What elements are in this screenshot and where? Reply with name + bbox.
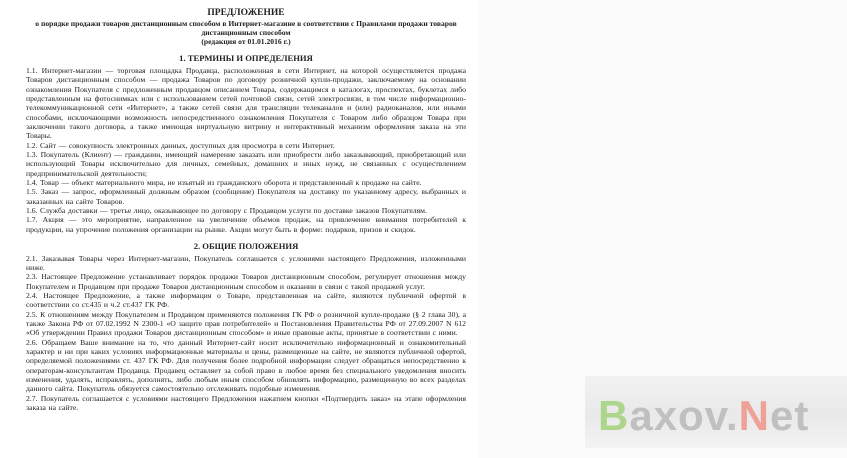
paragraph-2-7: 2.7. Покупатель соглашается с условиями настоящего Предложения нажатием кнопки «Подтвердить заказ» на этапе оформления заказа на сайте. [26, 393, 466, 413]
baxov-net-watermark [598, 392, 809, 440]
paragraph-1-3: 1.3. Покупатель (Клиент) — гражданин, имеющий намерение заказать или приобрести либо заказывающий, приобретающий или использующий Товары исключительно для личных, семейных, домашних и иных нужд, не связанных с осуществлением предпринимательской деятельности; [26, 149, 466, 178]
offer-document [26, 8, 466, 412]
paragraph-2-4: 2.4. Настоящее Предложение, а также информация о Товаре, представленная на сайте, являются публичной офертой в соответствии со ст.435 и ч.2 ст.437 ГК РФ. [26, 290, 466, 310]
section-heading-general: 2. ОБЩИЕ ПОЛОЖЕНИЯ [193, 241, 299, 252]
watermark-segment: axov. [629, 392, 739, 439]
paragraph-1-1: 1.1. Интернет-магазин — торговая площадка Продавца, расположенная в сети Интернет, на которой осуществляется продажа Товаров дистанционным способом — продажа Товаров по договору розничной купли-продажи, заключаемому на основании ознакомления Покупателя с предложенным продавцом описанием Товара, содержащимся в каталогах, проспектах, буклетах либо представленным на фотоснимках или с использованием сетей почтовой связи, сетей электросвязи, в том числе информационно-телекоммуникационной сети «Интернет», а также сетей связи для трансляции телеканалов и (или) радиоканалов, или иными способами, исключающими возможность непосредственного ознакомления Покупателя с Товаром либо образцом Товара при заключении такого договора, а также имеющая виртуальную витрину и интерактивный механизм оформления заказа на эти Товары. [26, 65, 466, 141]
paragraph-1-5: 1.5. Заказ — запрос, оформленный должным образом (сообщение) Покупателя на доставку по указанному адресу, выбранных и заказанных на сайте Товаров. [26, 187, 466, 206]
paragraph-1-2: 1.2. Сайт — совокупность электронных данных, доступных для просмотра в сети Интернет. [26, 140, 335, 150]
paragraph-2-5: 2.5. К отношениям между Покупателем и Продавцом применяются положения ГК РФ о розничной купле-продаже (§ 2 глава 30), а также Закона РФ от 07.02.1992 N 2300-1 «О защите прав потребителей» и Постановления Правительства РФ от 27.09.2007 N 612 «Об утверждении Правил продажи Товаров дистанционным способом» и иные правовые акты, принятые в соответствии с ними. [26, 309, 466, 338]
paragraph-1-6: 1.6. Служба доставки — третье лицо, оказывающее по договору с Продавцом услуги по доставке заказов Покупателям. [26, 206, 427, 216]
paragraph-1-4: 1.4. Товар — объект материального мира, не изъятый из гражданского оборота и представленный к продаже на сайте. [26, 178, 422, 188]
document-title: ПРЕДЛОЖЕНИЕ [207, 8, 285, 18]
watermark-segment: B [598, 392, 630, 439]
document-subtitle: о порядке продажи товаров дистанционным способом в Интернет-магазине в соответствии с Правилами продажи товаров дистанционным способом [35, 19, 457, 37]
paragraph-2-6: 2.6. Обращаем Ваше внимание на то, что данный Интернет-сайт носит исключительно информационный и ознакомительный характер и ни при каких условиях информационные материалы и цены, размещенные на сайте, не являются публичной офертой, определяемой положениями ст. 437 ГК РФ. Для получения более подробной информации следует обращаться непосредственно к операторам-консультантам Продавца. Продавец оставляет за собой право в любое время без специального уведомления вносить изменения, удалять, исправлять, дополнять, либо любым иным способом обновлять информацию, размещенную во всех разделах данного сайта. Покупатель обязуется самостоятельно отслеживать подобные изменения. [26, 337, 466, 394]
section-heading-terms: 1. ТЕРМИНЫ И ОПРЕДЕЛЕНИЯ [179, 53, 313, 64]
paragraph-2-3: 2.3. Настоящее Предложение устанавливает порядок продажи Товаров дистанционным способом, регулирует отношения между Покупателем и Продавцом при продаже Товаров дистанционным способом и оказании в связи с такой продажей услуг. [26, 272, 466, 291]
watermark-segment: et [769, 392, 810, 439]
paragraph-1-7: 1.7. Акция — это мероприятие, направленное на увеличение объемов продаж, на привлечение внимания потребителей к продукции, на упрочение положения организации на рынке. Акции могут быть в форме: подарков, призов и скидок. [26, 215, 466, 234]
document-revision-date: (редакция от 01.01.2016 г.) [201, 36, 291, 46]
watermark-segment: N [738, 392, 770, 439]
paragraph-2-1: 2.1. Заказывая Товары через Интернет-магазин, Покупатель соглашается с условиями настоящего Предложения, изложенными ниже. [26, 253, 466, 272]
